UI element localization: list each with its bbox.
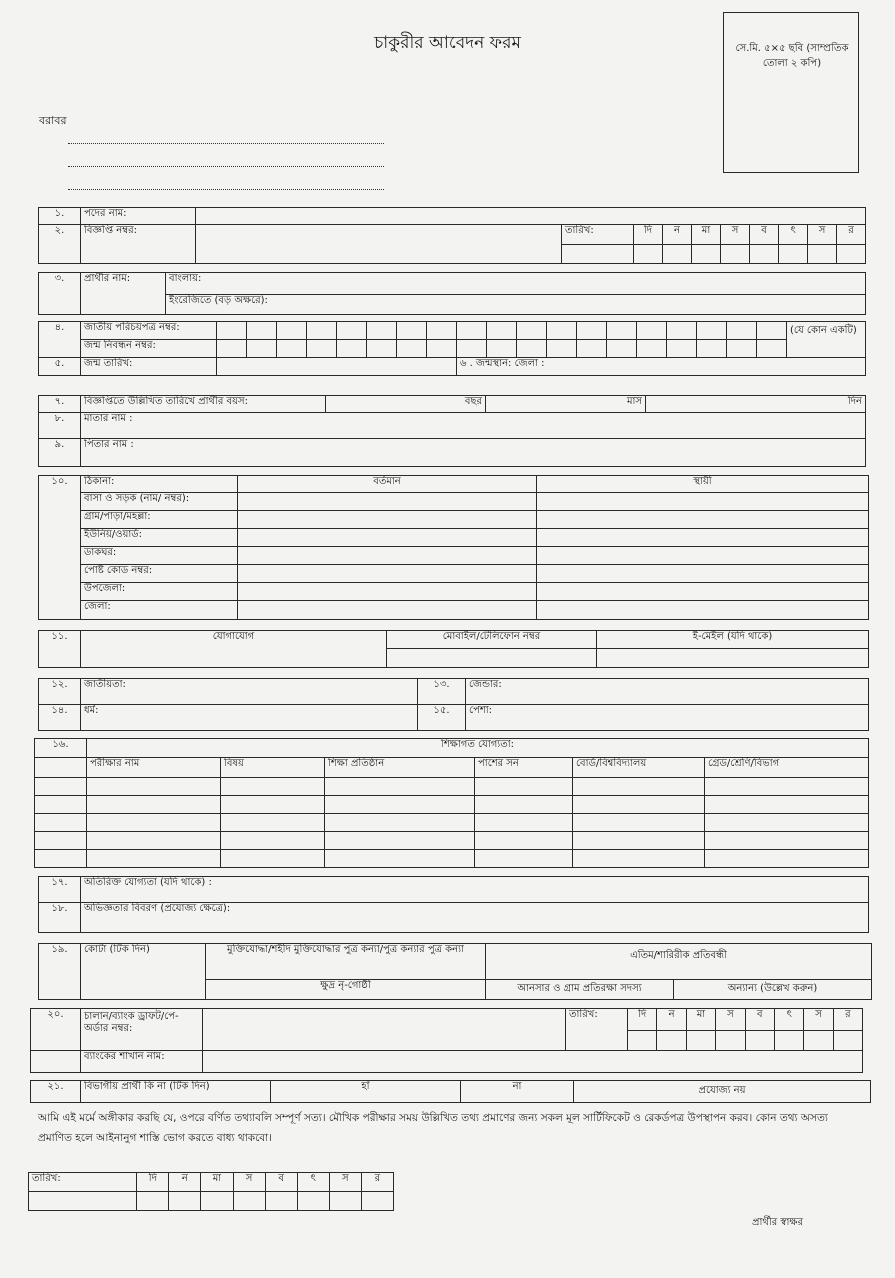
- other-quota-option[interactable]: অন্যান্য (উল্লেখ করুন): [674, 980, 872, 1000]
- address-label: ঠিকানা:: [81, 476, 238, 493]
- brn-digit[interactable]: [607, 340, 637, 358]
- departmental-label: বিভাগীয় প্রার্থী কি না (টিক দিন): [81, 1081, 271, 1103]
- nid-digit[interactable]: [217, 322, 247, 340]
- date-digit-box[interactable]: [657, 1031, 686, 1051]
- date-digit-box[interactable]: [628, 1031, 657, 1051]
- s5-num: ৫.: [39, 358, 81, 376]
- brn-digit[interactable]: [247, 340, 277, 358]
- father-name-field[interactable]: [81, 439, 866, 467]
- present-header: বর্তমান: [238, 476, 537, 493]
- edu-cell[interactable]: [87, 778, 221, 796]
- edu-cell[interactable]: [705, 778, 869, 796]
- date-digit-box[interactable]: [808, 245, 837, 264]
- s10-num: ১০.: [39, 476, 81, 620]
- dob-field[interactable]: [217, 358, 457, 376]
- nid-digit[interactable]: [487, 322, 517, 340]
- s4-num: ৪.: [39, 322, 81, 358]
- date-box-label: র: [837, 225, 866, 245]
- s9-num: ৯.: [39, 439, 81, 467]
- religion-label: ধর্ম:: [84, 705, 99, 716]
- edu-col-header: পাশের সন: [475, 758, 573, 778]
- applicant-name-label: প্রার্থীর নাম:: [81, 273, 166, 315]
- edu-cell[interactable]: [221, 850, 325, 868]
- edu-cell[interactable]: [87, 832, 221, 850]
- nid-digit[interactable]: [667, 322, 697, 340]
- date-digit-box[interactable]: [750, 245, 779, 264]
- circular-date-label: তারিখ:: [562, 225, 634, 245]
- permanent-field[interactable]: [537, 511, 869, 529]
- date-box-label: দি: [628, 1009, 657, 1031]
- date-digit-box[interactable]: [716, 1031, 745, 1051]
- date-digit-box[interactable]: [233, 1192, 265, 1211]
- date-box-label: স: [233, 1173, 265, 1192]
- nid-digit[interactable]: [757, 322, 787, 340]
- present-field[interactable]: [238, 511, 537, 529]
- section-extra: [38, 876, 869, 933]
- name-english-label: ইংরেজিতে (বড় অক্ষরে):: [169, 295, 268, 306]
- present-field[interactable]: [238, 601, 537, 620]
- permanent-header: স্থায়ী: [537, 476, 869, 493]
- bank-branch-label: ব্যাংকের শাখান নাম:: [81, 1051, 203, 1073]
- nid-digit[interactable]: [277, 322, 307, 340]
- freedom-fighter-option[interactable]: মুক্তিযোদ্ধা/শহীদ মুক্তিযোদ্ধার পুত্র কন্যা/পুত্র কন্যার পুত্র কন্যা: [206, 944, 486, 980]
- brn-digit[interactable]: [487, 340, 517, 358]
- address-row-label: গ্রাম/পাড়া/মহল্লা:: [81, 511, 238, 529]
- date-box-label: স: [329, 1173, 361, 1192]
- gender-field[interactable]: [466, 679, 869, 705]
- nid-label: জাতীয় পরিচয়পত্র নম্বর:: [81, 322, 217, 340]
- permanent-field[interactable]: [537, 547, 869, 565]
- date-box-label: মা: [692, 225, 721, 245]
- present-field[interactable]: [238, 493, 537, 511]
- quota-label: কোটা (টিক দিন): [81, 944, 206, 1000]
- edu-cell[interactable]: [221, 832, 325, 850]
- address-row-label: বাসা ও সড়ক (নাম/ নম্বর):: [81, 493, 238, 511]
- date-box-label: ব: [750, 225, 779, 245]
- post-name-label: পদের নাম:: [81, 208, 196, 225]
- experience-field[interactable]: [81, 903, 869, 933]
- footer-date-gap: [29, 1192, 137, 1211]
- brn-digit[interactable]: [367, 340, 397, 358]
- section-nationality: [38, 678, 869, 731]
- edu-col-header: বোর্ড/বিশ্ববিদ্যালয়: [573, 758, 705, 778]
- brn-digit[interactable]: [307, 340, 337, 358]
- s17-num: ১৭.: [39, 877, 81, 903]
- birthplace-label: ৬ . জন্মস্থান: জেলা :: [460, 358, 545, 369]
- edu-cell[interactable]: [325, 778, 475, 796]
- edu-cell[interactable]: [475, 814, 573, 832]
- date-digit-box[interactable]: [634, 245, 663, 264]
- present-field[interactable]: [238, 547, 537, 565]
- nid-digit[interactable]: [727, 322, 757, 340]
- date-box-label: মা: [686, 1009, 715, 1031]
- s1-num: ১.: [39, 208, 81, 225]
- s20-num: ২০.: [31, 1009, 81, 1051]
- ansar-option[interactable]: আনসার ও গ্রাম প্রতিরক্ষা সদস্য: [486, 980, 674, 1000]
- edu-cell[interactable]: [325, 850, 475, 868]
- s21-num: ২১.: [31, 1081, 81, 1103]
- permanent-field[interactable]: [537, 565, 869, 583]
- edu-col-header: বিষয়: [221, 758, 325, 778]
- address-line-3[interactable]: [68, 189, 384, 190]
- edu-cell[interactable]: [87, 850, 221, 868]
- brn-digit[interactable]: [667, 340, 697, 358]
- date-box-label: ৎ: [774, 1009, 803, 1031]
- education-header: শিক্ষাগত যোগ্যতা:: [87, 739, 869, 758]
- date-digit-box[interactable]: [201, 1192, 233, 1211]
- departmental-na[interactable]: প্রযোজ্য নয়: [574, 1081, 871, 1103]
- s13-num: ১৩.: [418, 679, 466, 705]
- extra-qualification-label: অতিরিক্ত যোগ্যতা (যদি থাকে) :: [84, 877, 212, 888]
- date-box-label: র: [833, 1009, 862, 1031]
- dob-label: জন্ম তারিখ:: [81, 358, 217, 376]
- birthplace-field[interactable]: [457, 358, 866, 376]
- name-bangla-field[interactable]: [166, 273, 866, 295]
- date-digit-box[interactable]: [686, 1031, 715, 1051]
- extra-qualification-field[interactable]: [81, 877, 869, 903]
- date-box-label: মা: [201, 1173, 233, 1192]
- edu-cell[interactable]: [35, 814, 87, 832]
- edu-cell[interactable]: [87, 814, 221, 832]
- brn-digit[interactable]: [757, 340, 787, 358]
- permanent-field[interactable]: [537, 583, 869, 601]
- circular-no-label: বিজ্ঞপ্তি নম্বর:: [81, 225, 196, 264]
- nid-digit[interactable]: [547, 322, 577, 340]
- age-month-label: মাস: [626, 396, 642, 407]
- date-digit-box[interactable]: [169, 1192, 201, 1211]
- id-note: (যে কোন একটি): [787, 322, 866, 358]
- occupation-label: পেশা:: [469, 705, 493, 716]
- permanent-field[interactable]: [537, 529, 869, 547]
- edu-cell[interactable]: [573, 814, 705, 832]
- mother-name-field[interactable]: [81, 413, 866, 439]
- edu-cell[interactable]: [705, 832, 869, 850]
- bank-branch-field[interactable]: [203, 1051, 863, 1073]
- edu-cell[interactable]: [705, 814, 869, 832]
- permanent-field[interactable]: [537, 493, 869, 511]
- address-line-2[interactable]: [68, 166, 384, 167]
- date-digit-box[interactable]: [833, 1031, 862, 1051]
- date-box-label: স: [716, 1009, 745, 1031]
- date-box-label: দি: [634, 225, 663, 245]
- age-day-label: দিন: [847, 396, 862, 407]
- address-row-label: উপজেলা:: [81, 583, 238, 601]
- address-line-1[interactable]: [68, 143, 384, 144]
- date-digit-box[interactable]: [361, 1192, 393, 1211]
- edu-cell[interactable]: [325, 832, 475, 850]
- date-digit-box[interactable]: [804, 1031, 833, 1051]
- date-digit-box[interactable]: [663, 245, 692, 264]
- permanent-field[interactable]: [537, 601, 869, 620]
- brn-digit[interactable]: [697, 340, 727, 358]
- address-row-label: পোষ্ট কোড নম্বর:: [81, 565, 238, 583]
- mobile-header: মোবাইল/টেলিফোন নম্বর: [387, 631, 597, 649]
- nid-digit[interactable]: [517, 322, 547, 340]
- edu-cell[interactable]: [573, 796, 705, 814]
- date-box-label: ৎ: [297, 1173, 329, 1192]
- section-bank: [30, 1008, 863, 1073]
- s3-num: ৩.: [39, 273, 81, 315]
- post-name-field[interactable]: [196, 208, 866, 225]
- edu-col-header: শিক্ষা প্রতিষ্ঠান: [325, 758, 475, 778]
- section-departmental: [30, 1080, 871, 1103]
- date-box-label: ব: [265, 1173, 297, 1192]
- s2-num: ২.: [39, 225, 81, 264]
- section-id: [38, 321, 866, 376]
- edu-cell[interactable]: [573, 778, 705, 796]
- nid-digit[interactable]: [607, 322, 637, 340]
- date-box-label: র: [361, 1173, 393, 1192]
- to-label: বরাবর: [39, 114, 67, 127]
- brn-digit[interactable]: [637, 340, 667, 358]
- date-box-label: স: [721, 225, 750, 245]
- date-digit-box[interactable]: [745, 1031, 774, 1051]
- edu-cell[interactable]: [475, 850, 573, 868]
- nationality-field[interactable]: [81, 679, 418, 705]
- date-box-label: ন: [663, 225, 692, 245]
- brn-digit[interactable]: [577, 340, 607, 358]
- age-label: বিজ্ঞপ্তিতে উল্লিখিত তারিখে প্রার্থীর বয়স:: [81, 396, 326, 413]
- gender-label: জেন্ডার:: [469, 679, 502, 690]
- section-post: [38, 207, 866, 264]
- date-box-label: স: [804, 1009, 833, 1031]
- edu-cell[interactable]: [705, 796, 869, 814]
- father-name-label: পিতার নাম :: [84, 439, 134, 450]
- edu-row: [35, 850, 869, 868]
- name-english-field[interactable]: [166, 295, 866, 315]
- birth-reg-label: জন্ম নিবন্ধন নম্বর:: [81, 340, 217, 358]
- nid-digit[interactable]: [247, 322, 277, 340]
- photo-box-label: সে.মি. ৫×৫ ছবি (সাম্প্রতিক তোলা ২ কপি): [735, 43, 849, 69]
- brn-digit[interactable]: [457, 340, 487, 358]
- challan-date-label: তারিখ:: [566, 1009, 628, 1051]
- nid-digit[interactable]: [697, 322, 727, 340]
- edu-blank: [35, 758, 87, 778]
- email-field[interactable]: [597, 649, 869, 668]
- nid-digit[interactable]: [637, 322, 667, 340]
- brn-digit[interactable]: [217, 340, 247, 358]
- edu-row: [35, 832, 869, 850]
- declaration-text: আমি এই মর্মে অঙ্গীকার করছি যে, ওপরে বর্ণিত তথ্যাবলি সম্পূর্ণ সত্য। মৌখিক পরীক্ষার সময় উল্লিখিত তথ্য প্রমাণের জন্য সকল মূল সার্টিফিকেট ও রেকর্ডপত্র উপস্থাপন করব। কোন তথ্য অসত্য প্রমাণিত হলে আইনানুগ শাস্তি ভোগ করতে বাধ্য থাকবো।: [38, 1112, 828, 1144]
- date-box-label: স: [808, 225, 837, 245]
- photo-box: [723, 12, 859, 173]
- footer-date: [28, 1172, 394, 1211]
- edu-cell[interactable]: [35, 850, 87, 868]
- date-box-label: ৎ: [779, 225, 808, 245]
- edu-cell[interactable]: [325, 814, 475, 832]
- present-field[interactable]: [238, 583, 537, 601]
- edu-cell[interactable]: [573, 850, 705, 868]
- departmental-yes[interactable]: হাঁ: [271, 1081, 461, 1103]
- nationality-label: জাতীয়তা:: [84, 679, 126, 690]
- nid-digit[interactable]: [337, 322, 367, 340]
- edu-col-header: পরীক্ষার নাম: [87, 758, 221, 778]
- edu-cell[interactable]: [221, 796, 325, 814]
- edu-cell[interactable]: [475, 832, 573, 850]
- edu-cell[interactable]: [87, 796, 221, 814]
- s19-num: ১৯.: [39, 944, 81, 1000]
- date-digit-box[interactable]: [774, 1031, 803, 1051]
- date-digit-box[interactable]: [721, 245, 750, 264]
- s16-num: ১৬.: [35, 739, 87, 758]
- nid-digit[interactable]: [577, 322, 607, 340]
- date-box-label: ন: [657, 1009, 686, 1031]
- s8-num: ৮.: [39, 413, 81, 439]
- edu-cell[interactable]: [475, 796, 573, 814]
- edu-col-header: গ্রেড/শ্রেণি/বিভাগ: [705, 758, 869, 778]
- brn-digit[interactable]: [547, 340, 577, 358]
- present-field[interactable]: [238, 565, 537, 583]
- s11-num: ১১.: [39, 631, 81, 668]
- edu-cell[interactable]: [221, 814, 325, 832]
- date-digit-box[interactable]: [837, 245, 866, 264]
- edu-cell[interactable]: [705, 850, 869, 868]
- experience-label: অভিজ্ঞতার বিবরণ (প্রযোজ্য ক্ষেত্রে):: [84, 903, 231, 914]
- date-digit-box[interactable]: [265, 1192, 297, 1211]
- mobile-field[interactable]: [387, 649, 597, 668]
- nid-digit[interactable]: [307, 322, 337, 340]
- address-row-label: ইউনিয়/ওয়ার্ড:: [81, 529, 238, 547]
- nid-digit[interactable]: [457, 322, 487, 340]
- edu-cell[interactable]: [573, 832, 705, 850]
- section-contact: [38, 630, 869, 668]
- age-year-field[interactable]: [326, 396, 486, 413]
- date-digit-box[interactable]: [297, 1192, 329, 1211]
- edu-cell[interactable]: [35, 832, 87, 850]
- section-name: [38, 272, 866, 315]
- present-field[interactable]: [238, 529, 537, 547]
- section-quota: [38, 943, 872, 1000]
- edu-cell[interactable]: [221, 778, 325, 796]
- form-title: চাকুরীর আবেদন ফরম: [374, 33, 521, 53]
- brn-digit[interactable]: [427, 340, 457, 358]
- nid-digit[interactable]: [367, 322, 397, 340]
- age-year-label: বছর: [464, 396, 482, 407]
- brn-digit[interactable]: [727, 340, 757, 358]
- date-box-label: দি: [137, 1173, 169, 1192]
- contact-label: যোগাযোগ: [81, 631, 387, 668]
- date-digit-box[interactable]: [329, 1192, 361, 1211]
- section-address: [38, 475, 869, 620]
- nid-digit[interactable]: [397, 322, 427, 340]
- orphan-disabled-option[interactable]: এতিম/শারিরীক প্রতিবন্ধী: [486, 944, 872, 980]
- circular-no-field[interactable]: [196, 225, 562, 264]
- brn-digit[interactable]: [277, 340, 307, 358]
- email-header: ই-মেইল (যদি থাকে): [597, 631, 869, 649]
- address-row-label: জেলা:: [81, 601, 238, 620]
- edu-cell[interactable]: [325, 796, 475, 814]
- edu-row: [35, 778, 869, 796]
- brn-digit[interactable]: [397, 340, 427, 358]
- signature-label: প্রার্থীর স্বাক্ষর: [752, 1217, 803, 1228]
- age-day-field[interactable]: [646, 396, 866, 413]
- address-row-label: ডাকঘর:: [81, 547, 238, 565]
- footer-date-label: তারিখ:: [29, 1173, 137, 1192]
- nid-digit[interactable]: [427, 322, 457, 340]
- s7-num: ৭.: [39, 396, 81, 413]
- departmental-no[interactable]: না: [461, 1081, 574, 1103]
- challan-field[interactable]: [203, 1009, 566, 1051]
- edu-cell[interactable]: [35, 778, 87, 796]
- religion-field[interactable]: [81, 705, 418, 731]
- challan-label: চালান/ব্যাংক ড্রাফট/পে-অর্ডার নম্বর:: [81, 1009, 203, 1051]
- date-digit-box[interactable]: [779, 245, 808, 264]
- edu-row: [35, 796, 869, 814]
- date-digit-box[interactable]: [137, 1192, 169, 1211]
- date-gap: [562, 245, 634, 264]
- s12-num: ১২.: [39, 679, 81, 705]
- section-age-parents: [38, 395, 866, 467]
- date-digit-box[interactable]: [692, 245, 721, 264]
- s15-num: ১৫.: [418, 705, 466, 731]
- brn-digit[interactable]: [337, 340, 367, 358]
- bank-blank: [31, 1051, 81, 1073]
- s14-num: ১৪.: [39, 705, 81, 731]
- edu-row: [35, 814, 869, 832]
- name-bangla-label: বাংলায়:: [169, 273, 202, 284]
- date-box-label: ন: [169, 1173, 201, 1192]
- edu-cell[interactable]: [35, 796, 87, 814]
- ethnic-option[interactable]: ক্ষুদ্র নৃ-গোষ্ঠী: [206, 980, 486, 1000]
- edu-cell[interactable]: [475, 778, 573, 796]
- occupation-field[interactable]: [466, 705, 869, 731]
- brn-digit[interactable]: [517, 340, 547, 358]
- mother-name-label: মাতার নাম :: [84, 413, 133, 424]
- section-education: [34, 738, 869, 868]
- age-month-field[interactable]: [486, 396, 646, 413]
- date-box-label: ব: [745, 1009, 774, 1031]
- s18-num: ১৮.: [39, 903, 81, 933]
